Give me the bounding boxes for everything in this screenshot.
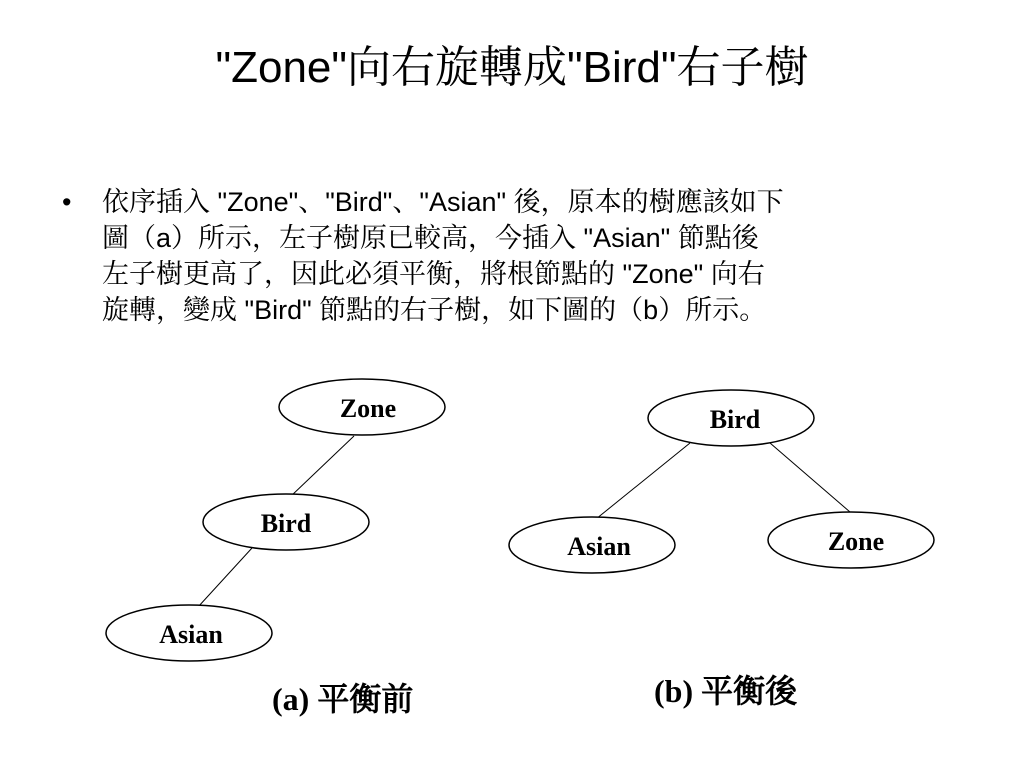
- bullet-line: 依序插入 "Zone"、"Bird"、"Asian" 後，原本的樹應該如下: [102, 187, 784, 217]
- bullet-marker: •: [62, 187, 72, 217]
- bullet-line: 圖（a）所示，左子樹原已較高，今插入 "Asian" 節點後: [102, 223, 759, 253]
- bullet-line: 旋轉，變成 "Bird" 節點的右子樹，如下圖的（b）所示。: [102, 295, 767, 325]
- tree-a-node-bird-label: Bird: [260, 509, 312, 538]
- caption-after-balancing: (b) 平衡後: [654, 673, 798, 709]
- tree-a-node-bird: [203, 494, 369, 550]
- caption-before-balancing: (a) 平衡前: [272, 681, 414, 717]
- tree-b-node-bird: [648, 390, 814, 446]
- tree-b-edge-bird-zone: [770, 443, 850, 512]
- tree-b-node-zone-label: Zone: [827, 527, 885, 556]
- tree-a: [106, 379, 445, 661]
- tree-b-node-asian-label: Asian: [567, 532, 631, 561]
- tree-b-node-zone: [768, 512, 934, 568]
- tree-a-edge-zone-bird: [290, 436, 354, 497]
- slide-title: "Zone"向右旋轉成"Bird"右子樹: [215, 43, 809, 92]
- tree-a-node-zone-label: Zone: [339, 394, 397, 423]
- bullet-line: 左子樹更高了，因此必須平衡，將根節點的 "Zone" 向右: [102, 259, 765, 289]
- tree-b-node-bird-label: Bird: [709, 405, 761, 434]
- tree-b-node-asian: [509, 517, 675, 573]
- tree-a-edge-bird-asian: [198, 548, 252, 607]
- tree-a-node-zone: [279, 379, 445, 435]
- tree-b: [509, 390, 934, 573]
- tree-a-node-asian-label: Asian: [159, 620, 223, 649]
- tree-b-edge-bird-asian: [596, 443, 690, 519]
- tree-a-node-asian: [106, 605, 272, 661]
